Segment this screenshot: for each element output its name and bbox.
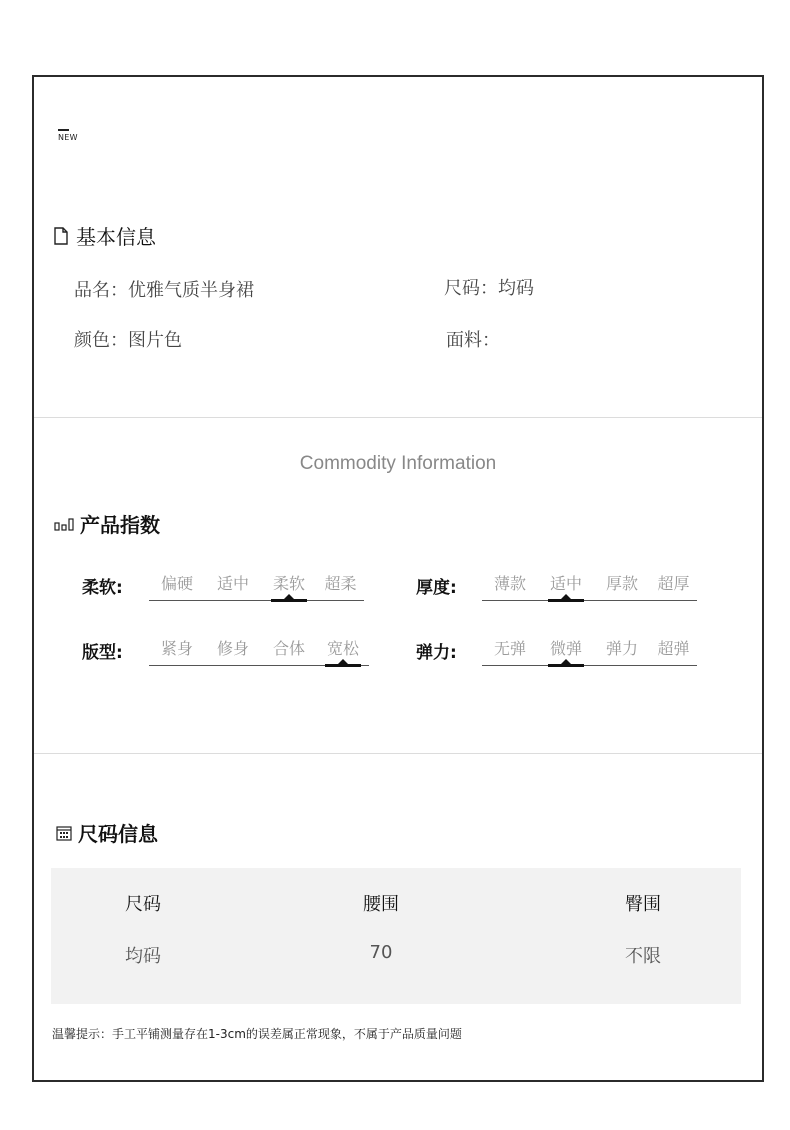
metric-label-thickness: 厚度:	[416, 578, 457, 598]
color-field	[74, 326, 182, 352]
metric-option: 超厚	[657, 574, 690, 593]
size-table-cell: 不限	[625, 946, 661, 967]
metric-option-selected: 柔软	[261, 571, 317, 600]
name-value: 优雅气质半身裙	[128, 280, 254, 301]
product-detail-card	[32, 75, 764, 1082]
name-label: 品名：	[74, 280, 128, 301]
metric-option: 修身	[216, 639, 249, 658]
metric-option: 紧身	[160, 639, 193, 658]
commodity-info-heading: Commodity Information	[299, 453, 497, 474]
size-table-header: 尺码	[125, 894, 161, 915]
size-table-cell: 均码	[125, 946, 161, 967]
calendar-icon	[56, 825, 72, 841]
metric-scale-fit	[149, 636, 369, 666]
metric-option-selected: 微弹	[538, 636, 594, 665]
basic-info-title-text: 基本信息	[76, 225, 156, 249]
metric-option: 弹力	[605, 639, 638, 658]
size-table-header: 腰围	[363, 894, 399, 915]
metric-option: 无弹	[493, 639, 526, 658]
metric-option: 超弹	[657, 639, 690, 658]
new-badge	[58, 129, 80, 142]
document-icon	[54, 227, 68, 245]
size-info-title-text: 尺码信息	[78, 822, 158, 846]
size-value: 均码	[498, 278, 534, 299]
metric-option-selected: 适中	[538, 571, 594, 600]
fabric-field	[446, 326, 500, 352]
divider-2	[34, 753, 762, 754]
size-label: 尺码：	[444, 278, 498, 299]
color-label: 颜色：	[74, 330, 128, 351]
metric-scale-softness	[149, 571, 364, 601]
size-table	[51, 868, 741, 1004]
product-index-title-text: 产品指数	[80, 513, 160, 537]
metric-option: 厚款	[605, 574, 638, 593]
size-field	[444, 274, 534, 300]
divider-1	[34, 417, 762, 418]
size-table-cell: 70	[369, 942, 393, 963]
size-table-header: 臀围	[625, 894, 661, 915]
bar-chart-icon	[54, 517, 74, 531]
metric-option: 合体	[272, 639, 305, 658]
metric-option: 超柔	[324, 574, 357, 593]
metric-option: 适中	[216, 574, 249, 593]
metric-option: 偏硬	[160, 574, 193, 593]
badge-bar	[58, 129, 69, 131]
name-field	[74, 276, 254, 302]
metric-scale-elasticity	[482, 636, 697, 666]
metric-label-softness: 柔软:	[82, 578, 123, 598]
color-value: 图片色	[128, 330, 182, 351]
metric-label-fit: 版型:	[82, 643, 123, 663]
product-index-title	[54, 509, 160, 538]
metric-scale-thickness	[482, 571, 697, 601]
metric-option: 薄款	[493, 574, 526, 593]
badge-text: NEW	[58, 133, 78, 142]
basic-info-title	[54, 221, 156, 250]
metric-label-elasticity: 弹力:	[416, 643, 457, 663]
size-info-title	[56, 818, 158, 847]
metric-option-selected: 宽松	[317, 636, 369, 665]
fabric-label: 面料：	[446, 330, 500, 351]
measurement-tip: 温馨提示：手工平铺测量存在1-3cm的误差属正常现象，不属于产品质量问题	[52, 1027, 462, 1041]
